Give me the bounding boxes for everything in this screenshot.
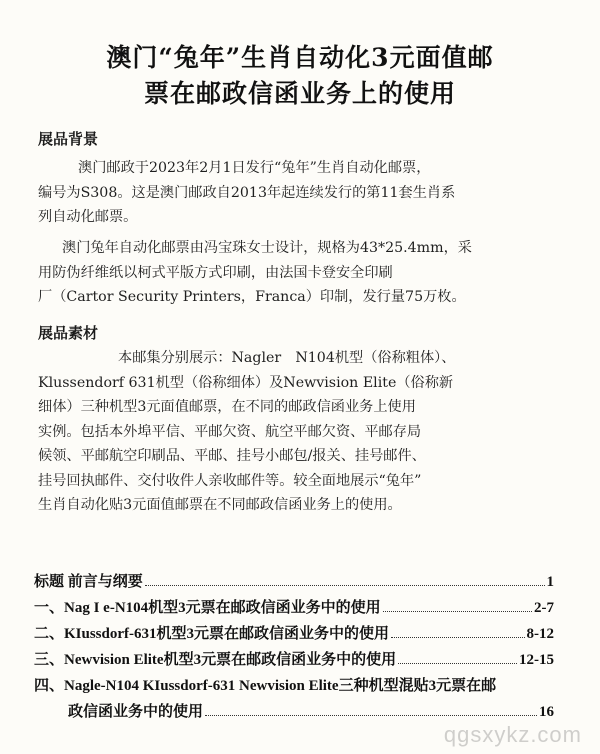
toc-row — [34, 570, 554, 596]
toc-page: 8-12 — [526, 626, 554, 642]
material-paragraph — [38, 346, 556, 518]
toc-leader — [383, 611, 532, 612]
material-line: 本邮集分别展示：Nagler N104机型（俗称粗体）、 — [118, 350, 456, 366]
background-paragraph-2 — [38, 236, 556, 310]
toc-title: 三、Newvision Elite机型3元票在邮政信函业务中的使用 — [34, 652, 397, 668]
toc-row — [34, 596, 554, 622]
material-heading: 展品素材 — [38, 324, 99, 342]
background-p1-line: 澳门邮政于2023年2月1日发行“兔年”生肖自动化邮票， — [78, 160, 431, 176]
material-line: 挂号回执邮件、交付收件人亲收邮件等。较全面地展示“兔年” — [38, 472, 422, 489]
toc-title: 一、Nag I e-N104机型3元票在邮政信函业务中的使用 — [34, 600, 381, 616]
material-line: 实例。包括本外埠平信、平邮欠资、航空平邮欠资、平邮存局 — [38, 423, 422, 440]
watermark: qgsxykz.com — [443, 722, 582, 747]
background-heading: 展品背景 — [38, 130, 99, 148]
toc-leader — [391, 637, 524, 638]
toc-page: 12-15 — [519, 652, 554, 668]
material-line: Klussendorf 631机型（俗称细体）及Newvision Elite（俗称新 — [38, 374, 454, 391]
background-paragraph-1 — [38, 156, 556, 230]
table-of-contents — [34, 570, 554, 726]
toc-page: 2-7 — [534, 600, 554, 616]
toc-row — [34, 674, 554, 700]
document-title — [20, 40, 580, 112]
material-line: 生肖自动化贴3元面值邮票在不同邮政信函业务上的使用。 — [38, 497, 402, 513]
background-p2-line: 用防伪纤维纸以柯式平版方式印刷，由法国卡登安全印刷 — [38, 264, 393, 281]
toc-title: 政信函业务中的使用 — [68, 704, 204, 720]
material-line: 候领、平邮航空印刷品、平邮、挂号小邮包/报关、挂号邮件、 — [38, 448, 426, 464]
title-line-1: 澳门“兔年”生肖自动化3元面值邮 — [106, 43, 494, 72]
toc-leader — [398, 663, 517, 664]
title-line-2: 票在邮政信函业务上的使用 — [143, 79, 456, 108]
background-p1-line: 列自动化邮票。 — [38, 209, 138, 225]
background-p1-line: 编号为S308。这是澳门邮政自2013年起连续发行的第11套生肖系 — [38, 184, 456, 201]
toc-title: 四、Nagle-N104 KIussdorf-631 Newvision Elite三种机型混贴3元票在邮 — [34, 678, 497, 694]
background-p2-line: 厂（Cartor Security Printers，Franca）印制，发行量75万枚。 — [38, 289, 466, 305]
material-line: 细体）三种机型3元面值邮票，在不同的邮政信函业务上使用 — [38, 399, 416, 415]
toc-title: 二、KIussdorf-631机型3元票在邮政信函业务中的使用 — [34, 626, 390, 642]
toc-page: 16 — [539, 704, 554, 720]
toc-row — [34, 648, 554, 674]
toc-page: 1 — [546, 574, 554, 590]
toc-row — [34, 622, 554, 648]
background-p2-line: 澳门兔年自动化邮票由冯宝珠女士设计，规格为43*25.4mm，采 — [62, 240, 472, 256]
toc-leader — [145, 585, 545, 586]
toc-leader — [205, 715, 537, 716]
toc-title: 标题 前言与纲要 — [34, 574, 143, 590]
